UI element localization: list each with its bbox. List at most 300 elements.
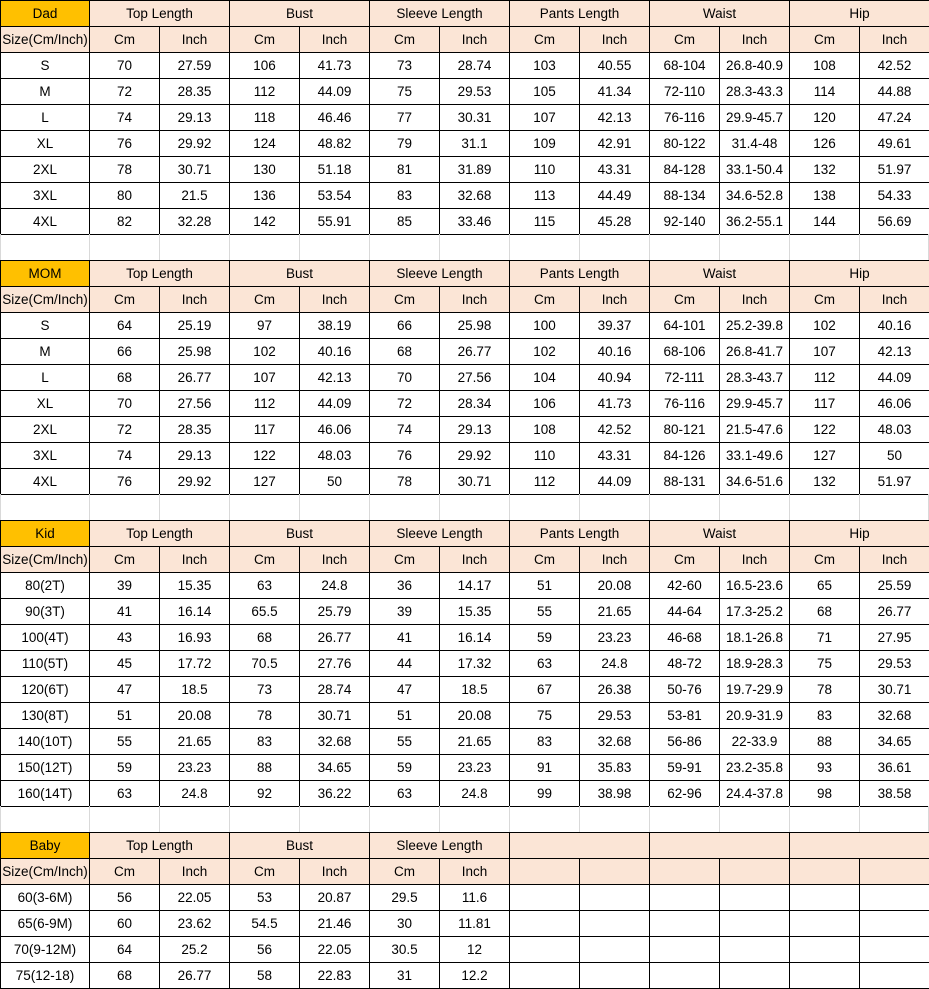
value-cell: 25.2: [160, 937, 230, 963]
size-cell: 90(3T): [1, 599, 90, 625]
value-cell: [650, 963, 720, 989]
value-cell: 48.03: [860, 417, 929, 443]
value-cell: 16.5-23.6: [720, 573, 790, 599]
gridline: [439, 234, 440, 260]
value-cell: [510, 963, 580, 989]
value-cell: 25.98: [160, 339, 230, 365]
measure-header: Bust: [230, 261, 370, 287]
value-cell: 48.03: [300, 443, 370, 469]
unit-header: [860, 859, 929, 885]
value-cell: 107: [790, 339, 860, 365]
value-cell: 63: [230, 573, 300, 599]
value-cell: 56-86: [650, 729, 720, 755]
value-cell: 72: [90, 79, 160, 105]
value-cell: 71: [790, 625, 860, 651]
gridline: [369, 494, 370, 520]
value-cell: [580, 911, 650, 937]
value-cell: 102: [510, 339, 580, 365]
value-cell: 27.95: [860, 625, 929, 651]
table-row: [1, 53, 929, 79]
value-cell: 105: [510, 79, 580, 105]
value-cell: 55: [510, 599, 580, 625]
value-cell: 17.72: [160, 651, 230, 677]
unit-header: Inch: [440, 547, 510, 573]
value-cell: 108: [510, 417, 580, 443]
gridline: [159, 806, 160, 832]
value-cell: 110: [510, 443, 580, 469]
value-cell: 83: [370, 183, 440, 209]
value-cell: 107: [510, 105, 580, 131]
gridline: [719, 806, 720, 832]
value-cell: 30.71: [160, 157, 230, 183]
value-cell: 109: [510, 131, 580, 157]
value-cell: 80-121: [650, 417, 720, 443]
gridline: [369, 234, 370, 260]
unit-header: Inch: [720, 287, 790, 313]
value-cell: 39: [90, 573, 160, 599]
value-cell: 79: [370, 131, 440, 157]
value-cell: 42.52: [860, 53, 929, 79]
unit-header: Inch: [440, 27, 510, 53]
value-cell: 26.8-40.9: [720, 53, 790, 79]
value-cell: 46-68: [650, 625, 720, 651]
value-cell: [510, 937, 580, 963]
value-cell: 22.83: [300, 963, 370, 989]
measure-header: Waist: [650, 261, 790, 287]
value-cell: 47: [90, 677, 160, 703]
value-cell: 65: [790, 573, 860, 599]
value-cell: 38.58: [860, 781, 929, 807]
value-cell: 43.31: [580, 443, 650, 469]
measure-header: Sleeve Length: [370, 1, 510, 27]
value-cell: 51: [90, 703, 160, 729]
value-cell: 55.91: [300, 209, 370, 235]
section-label: Dad: [1, 1, 90, 27]
unit-header: Cm: [370, 27, 440, 53]
measure-header: Waist: [650, 1, 790, 27]
value-cell: 54.5: [230, 911, 300, 937]
value-cell: 98: [790, 781, 860, 807]
measure-header: Top Length: [90, 261, 230, 287]
size-cell: 65(6-9M): [1, 911, 90, 937]
value-cell: 42-60: [650, 573, 720, 599]
table-row: [1, 703, 929, 729]
value-cell: 16.14: [440, 625, 510, 651]
value-cell: 76-116: [650, 105, 720, 131]
table-subheader-row: [1, 859, 929, 885]
value-cell: 29.13: [160, 105, 230, 131]
table-row: [1, 157, 929, 183]
mom-size-table: [0, 260, 929, 495]
unit-header: Cm: [370, 287, 440, 313]
value-cell: 138: [790, 183, 860, 209]
value-cell: 30.31: [440, 105, 510, 131]
gridline: [89, 806, 90, 832]
value-cell: 65.5: [230, 599, 300, 625]
size-cell: M: [1, 79, 90, 105]
table-row: [1, 781, 929, 807]
value-cell: 97: [230, 313, 300, 339]
unit-header: Cm: [790, 287, 860, 313]
table-row: [1, 937, 929, 963]
gridline: [579, 806, 580, 832]
size-cell: 110(5T): [1, 651, 90, 677]
value-cell: 31.4-48: [720, 131, 790, 157]
value-cell: 11.81: [440, 911, 510, 937]
size-cell: 70(9-12M): [1, 937, 90, 963]
value-cell: 56: [90, 885, 160, 911]
size-cell: 150(12T): [1, 755, 90, 781]
measure-header: Pants Length: [510, 261, 650, 287]
value-cell: 45: [90, 651, 160, 677]
value-cell: 23.23: [580, 625, 650, 651]
value-cell: 112: [230, 391, 300, 417]
value-cell: 40.16: [300, 339, 370, 365]
size-unit-header: Size(Cm/Inch): [1, 287, 90, 313]
value-cell: 17.32: [440, 651, 510, 677]
unit-header: Cm: [90, 547, 160, 573]
value-cell: 30.5: [370, 937, 440, 963]
size-cell: 3XL: [1, 443, 90, 469]
table-row: [1, 677, 929, 703]
value-cell: 43: [90, 625, 160, 651]
measure-header: Bust: [230, 521, 370, 547]
section-label: MOM: [1, 261, 90, 287]
unit-header: Cm: [90, 287, 160, 313]
value-cell: 83: [510, 729, 580, 755]
gridline: [579, 234, 580, 260]
value-cell: 50: [860, 443, 929, 469]
unit-header: Cm: [370, 547, 440, 573]
value-cell: 26.77: [440, 339, 510, 365]
unit-header: Inch: [580, 547, 650, 573]
value-cell: 122: [230, 443, 300, 469]
gridline: [0, 806, 1, 832]
value-cell: 21.65: [580, 599, 650, 625]
size-cell: 2XL: [1, 417, 90, 443]
gridline: [859, 234, 860, 260]
value-cell: 34.65: [860, 729, 929, 755]
value-cell: 92: [230, 781, 300, 807]
value-cell: 26.77: [160, 365, 230, 391]
value-cell: 130: [230, 157, 300, 183]
value-cell: 21.5-47.6: [720, 417, 790, 443]
value-cell: 53.54: [300, 183, 370, 209]
value-cell: 83: [230, 729, 300, 755]
value-cell: 112: [510, 469, 580, 495]
value-cell: 68: [230, 625, 300, 651]
value-cell: 63: [510, 651, 580, 677]
value-cell: 120: [790, 105, 860, 131]
unit-header: Inch: [300, 287, 370, 313]
table-row: [1, 911, 929, 937]
unit-header: Cm: [650, 287, 720, 313]
value-cell: 118: [230, 105, 300, 131]
value-cell: 34.6-51.6: [720, 469, 790, 495]
value-cell: [580, 963, 650, 989]
value-cell: 75: [370, 79, 440, 105]
value-cell: 51.97: [860, 469, 929, 495]
size-cell: 2XL: [1, 157, 90, 183]
value-cell: 20.87: [300, 885, 370, 911]
value-cell: 42.52: [580, 417, 650, 443]
value-cell: 29.53: [440, 79, 510, 105]
value-cell: 20.08: [440, 703, 510, 729]
value-cell: 26.38: [580, 677, 650, 703]
value-cell: [720, 885, 790, 911]
value-cell: 53-81: [650, 703, 720, 729]
measure-header: Waist: [650, 521, 790, 547]
value-cell: 44.09: [300, 79, 370, 105]
value-cell: 122: [790, 417, 860, 443]
value-cell: 31.89: [440, 157, 510, 183]
value-cell: 80-122: [650, 131, 720, 157]
value-cell: 76: [90, 469, 160, 495]
value-cell: 43.31: [580, 157, 650, 183]
value-cell: 84-128: [650, 157, 720, 183]
size-cell: 100(4T): [1, 625, 90, 651]
gridline: [229, 234, 230, 260]
value-cell: 20.9-31.9: [720, 703, 790, 729]
value-cell: 114: [790, 79, 860, 105]
value-cell: 63: [370, 781, 440, 807]
value-cell: 29.9-45.7: [720, 391, 790, 417]
value-cell: 50: [300, 469, 370, 495]
gridline: [229, 494, 230, 520]
size-unit-header: Size(Cm/Inch): [1, 859, 90, 885]
gridline: [439, 494, 440, 520]
value-cell: 17.3-25.2: [720, 599, 790, 625]
value-cell: 39: [370, 599, 440, 625]
value-cell: 44: [370, 651, 440, 677]
value-cell: 33.1-49.6: [720, 443, 790, 469]
value-cell: 25.98: [440, 313, 510, 339]
gridline: [859, 806, 860, 832]
value-cell: 27.59: [160, 53, 230, 79]
value-cell: 68: [790, 599, 860, 625]
unit-header: Inch: [860, 27, 929, 53]
unit-header: Cm: [510, 27, 580, 53]
unit-header: Inch: [580, 27, 650, 53]
value-cell: 64-101: [650, 313, 720, 339]
value-cell: 29.92: [440, 443, 510, 469]
value-cell: 103: [510, 53, 580, 79]
value-cell: 78: [790, 677, 860, 703]
unit-header: Cm: [230, 27, 300, 53]
value-cell: 21.65: [160, 729, 230, 755]
value-cell: 78: [230, 703, 300, 729]
value-cell: 117: [230, 417, 300, 443]
value-cell: 44.09: [300, 391, 370, 417]
size-cell: 130(8T): [1, 703, 90, 729]
value-cell: 88: [230, 755, 300, 781]
value-cell: 44.49: [580, 183, 650, 209]
value-cell: [720, 963, 790, 989]
value-cell: 39.37: [580, 313, 650, 339]
value-cell: 112: [230, 79, 300, 105]
value-cell: [720, 911, 790, 937]
value-cell: 54.33: [860, 183, 929, 209]
gridline: [649, 234, 650, 260]
value-cell: 132: [790, 157, 860, 183]
gridline: [89, 234, 90, 260]
measure-header: [510, 833, 650, 859]
value-cell: 28.74: [440, 53, 510, 79]
value-cell: 70: [90, 53, 160, 79]
value-cell: 91: [510, 755, 580, 781]
value-cell: 42.13: [860, 339, 929, 365]
gridline: [789, 494, 790, 520]
value-cell: 60: [90, 911, 160, 937]
value-cell: 55: [370, 729, 440, 755]
unit-header: Cm: [510, 287, 580, 313]
unit-header: [790, 859, 860, 885]
value-cell: 23.62: [160, 911, 230, 937]
dad-size-table: [0, 0, 929, 235]
value-cell: [650, 911, 720, 937]
gridline: [229, 806, 230, 832]
value-cell: 76: [370, 443, 440, 469]
unit-header: Cm: [90, 27, 160, 53]
value-cell: 58: [230, 963, 300, 989]
value-cell: 88: [790, 729, 860, 755]
table-row: [1, 443, 929, 469]
table-header-row: [1, 261, 929, 287]
value-cell: 25.19: [160, 313, 230, 339]
value-cell: 44.09: [580, 469, 650, 495]
value-cell: 106: [510, 391, 580, 417]
section-label: Kid: [1, 521, 90, 547]
table-row: [1, 365, 929, 391]
value-cell: 72-111: [650, 365, 720, 391]
value-cell: 59: [370, 755, 440, 781]
value-cell: 126: [790, 131, 860, 157]
unit-header: [720, 859, 790, 885]
unit-header: Inch: [440, 859, 510, 885]
unit-header: Cm: [370, 859, 440, 885]
baby-size-table: [0, 832, 929, 989]
gridline: [649, 806, 650, 832]
size-cell: L: [1, 105, 90, 131]
table-row: [1, 729, 929, 755]
unit-header: Cm: [90, 859, 160, 885]
value-cell: 70.5: [230, 651, 300, 677]
value-cell: [720, 937, 790, 963]
value-cell: 33.1-50.4: [720, 157, 790, 183]
value-cell: 34.65: [300, 755, 370, 781]
table-row: [1, 963, 929, 989]
value-cell: 29.92: [160, 469, 230, 495]
size-cell: XL: [1, 391, 90, 417]
table-row: [1, 599, 929, 625]
value-cell: 92-140: [650, 209, 720, 235]
value-cell: 25.79: [300, 599, 370, 625]
value-cell: [860, 937, 929, 963]
value-cell: 127: [790, 443, 860, 469]
gridline: [859, 494, 860, 520]
measure-header: Bust: [230, 1, 370, 27]
table-row: [1, 339, 929, 365]
table-row: [1, 469, 929, 495]
value-cell: 68: [90, 963, 160, 989]
gridline: [299, 494, 300, 520]
value-cell: 29.5: [370, 885, 440, 911]
value-cell: 38.98: [580, 781, 650, 807]
value-cell: 84-126: [650, 443, 720, 469]
table-subheader-row: [1, 27, 929, 53]
value-cell: 41.34: [580, 79, 650, 105]
value-cell: 23.23: [160, 755, 230, 781]
gridline: [789, 806, 790, 832]
value-cell: 46.06: [300, 417, 370, 443]
gridline: [439, 806, 440, 832]
value-cell: 29.53: [580, 703, 650, 729]
value-cell: 32.68: [300, 729, 370, 755]
value-cell: 59: [510, 625, 580, 651]
value-cell: 24.8: [300, 573, 370, 599]
value-cell: 75: [510, 703, 580, 729]
value-cell: 47.24: [860, 105, 929, 131]
value-cell: 26.77: [860, 599, 929, 625]
table-subheader-row: [1, 547, 929, 573]
unit-header: Inch: [160, 27, 230, 53]
value-cell: 59: [90, 755, 160, 781]
value-cell: 32.28: [160, 209, 230, 235]
size-cell: 80(2T): [1, 573, 90, 599]
value-cell: 15.35: [160, 573, 230, 599]
value-cell: 51.18: [300, 157, 370, 183]
value-cell: 33.46: [440, 209, 510, 235]
value-cell: 49.61: [860, 131, 929, 157]
value-cell: 132: [790, 469, 860, 495]
value-cell: 36.2-55.1: [720, 209, 790, 235]
value-cell: 78: [370, 469, 440, 495]
table-header-row: [1, 833, 929, 859]
measure-header: Hip: [790, 1, 929, 27]
value-cell: 31: [370, 963, 440, 989]
unit-header: Inch: [160, 287, 230, 313]
value-cell: 63: [90, 781, 160, 807]
unit-header: Inch: [440, 287, 510, 313]
table-row: [1, 755, 929, 781]
size-cell: S: [1, 313, 90, 339]
value-cell: 100: [510, 313, 580, 339]
value-cell: 35.83: [580, 755, 650, 781]
measure-header: Sleeve Length: [370, 833, 510, 859]
unit-header: Cm: [230, 859, 300, 885]
table-row: [1, 183, 929, 209]
value-cell: 32.68: [860, 703, 929, 729]
value-cell: 21.46: [300, 911, 370, 937]
value-cell: 29.53: [860, 651, 929, 677]
value-cell: 30.71: [300, 703, 370, 729]
value-cell: 44.88: [860, 79, 929, 105]
gridline: [299, 806, 300, 832]
value-cell: 68-106: [650, 339, 720, 365]
value-cell: 144: [790, 209, 860, 235]
value-cell: 40.94: [580, 365, 650, 391]
value-cell: 70: [370, 365, 440, 391]
value-cell: 22-33.9: [720, 729, 790, 755]
value-cell: 107: [230, 365, 300, 391]
unit-header: Cm: [790, 27, 860, 53]
value-cell: 11.6: [440, 885, 510, 911]
value-cell: 24.8: [440, 781, 510, 807]
value-cell: 55: [90, 729, 160, 755]
value-cell: 30: [370, 911, 440, 937]
measure-header: Pants Length: [510, 1, 650, 27]
value-cell: 124: [230, 131, 300, 157]
